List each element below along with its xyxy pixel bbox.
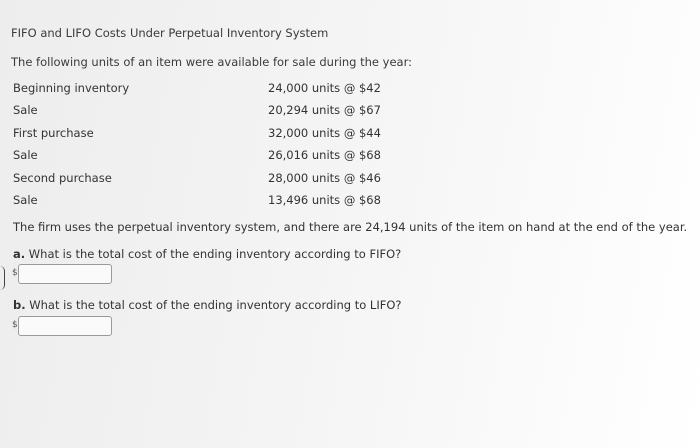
active-question-indicator <box>0 266 5 290</box>
question-a-currency: $ <box>12 268 18 278</box>
row-label: Sale <box>13 103 38 117</box>
row-value: 28,000 units @ $46 <box>268 171 381 185</box>
row-label: Sale <box>13 193 38 207</box>
question-a <box>13 247 401 261</box>
problem-title: FIFO and LIFO Costs Under Perpetual Inventory System <box>11 26 329 40</box>
statement-text: The firm uses the perpetual inventory system, and there are 24,194 units of the item on hand at the end of the year. <box>13 220 688 234</box>
row-label: First purchase <box>13 126 94 140</box>
row-value: 24,000 units @ $42 <box>268 81 381 95</box>
question-b-letter: b. <box>13 298 26 312</box>
row-label: Sale <box>13 148 38 162</box>
row-value: 13,496 units @ $68 <box>268 193 381 207</box>
intro-text: The following units of an item were available for sale during the year: <box>11 55 412 69</box>
fifo-answer-input[interactable] <box>18 264 112 284</box>
question-b-currency: $ <box>12 320 18 330</box>
row-value: 20,294 units @ $67 <box>268 103 381 117</box>
question-b <box>13 298 402 312</box>
row-label: Beginning inventory <box>13 81 130 95</box>
question-b-text: What is the total cost of the ending inventory according to LIFO? <box>25 298 402 312</box>
question-a-letter: a. <box>13 247 26 261</box>
row-value: 26,016 units @ $68 <box>268 148 381 162</box>
lifo-answer-input[interactable] <box>18 316 112 336</box>
row-value: 32,000 units @ $44 <box>268 126 381 140</box>
row-label: Second purchase <box>13 171 112 185</box>
question-a-text: What is the total cost of the ending inventory according to FIFO? <box>25 247 402 261</box>
